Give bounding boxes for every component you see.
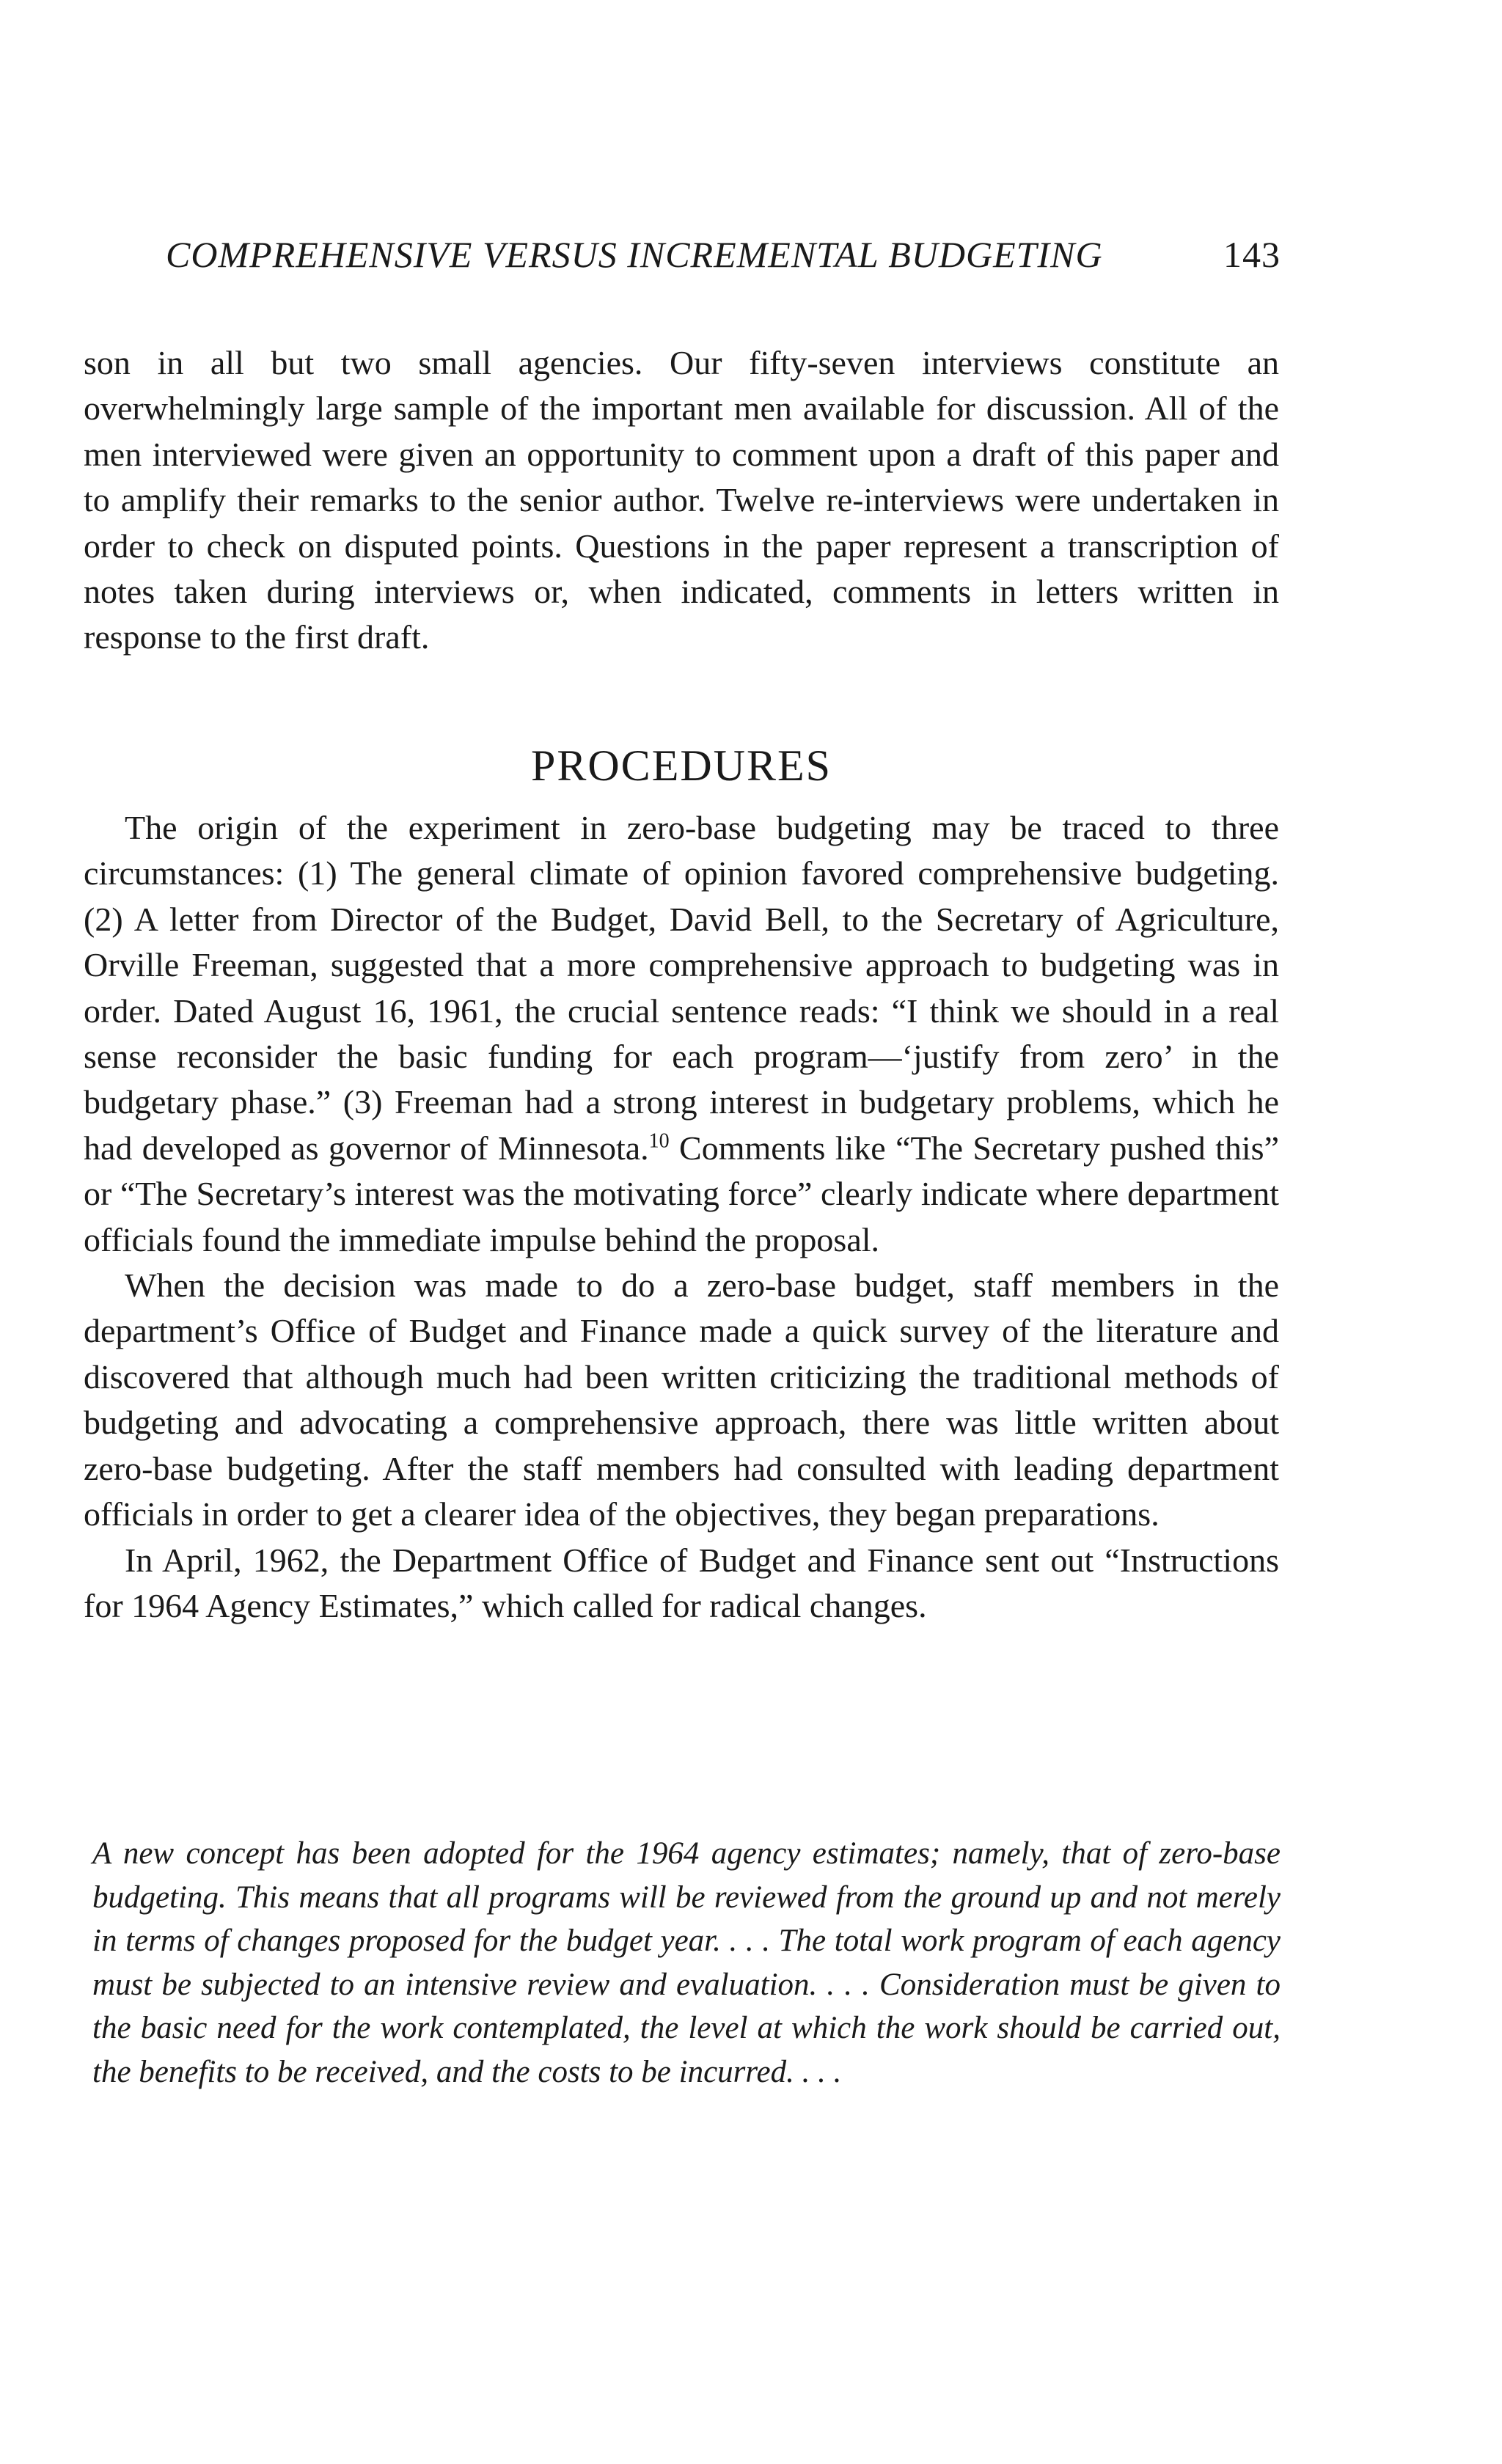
block-quote-text: A new concept has been adopted for the 1964 agency estimates; namely, that of zero-base budgeting. This means that all programs will be reviewed from the ground up and not merely in terms of changes proposed for the budget year. . . . The total work program of each agency must be subjected to an intensive review and evaluation. . . . Consideration must be given to the basic need for the work contemplated, the level at which the work should be carried out, the benefits to be received, and the costs to be incurred. . . . bbox=[92, 1836, 1281, 2089]
running-head-title: COMPREHENSIVE VERSUS INCREMENTAL BUDGETING bbox=[166, 234, 1103, 275]
paragraph-origin-tail: Comments like “The Secretary pushed this” or “The Secretary’s interest was the motivating force” clearly indicate where department officials found the immediate impulse behind the proposal. bbox=[84, 1129, 1279, 1258]
running-head bbox=[166, 233, 1281, 276]
paragraph-decision: When the decision was made to do a zero-base budget, staff members in the department’s Office of Budget and Finance made a quick survey of the literature and discovered that although much had been written criticizing the traditional methods of budgeting and advocating a comprehensive approach, there was little written about zero-base budgeting. After the staff members had consulted with leading department officials in order to get a clearer idea of the objectives, they began preparations. bbox=[84, 1266, 1279, 1533]
block-quote bbox=[92, 1832, 1281, 2094]
paragraph-instructions: In April, 1962, the Department Office of Budget and Finance sent out “Instructions for 1964 Agency Estimates,” which called for radical changes. bbox=[84, 1541, 1279, 1624]
procedures-section bbox=[84, 805, 1279, 1629]
page-number: 143 bbox=[1223, 234, 1281, 275]
paragraph-origin bbox=[84, 805, 1279, 1263]
paragraph-origin-text: The origin of the experiment in zero-base budgeting may be traced to three circumstances: (1) The general climate of opinion favored comprehensive budgeting. (2) A letter from Director of the Budget, David Bell, to the Secretary of Agriculture, Orville Freeman, suggested that a more comprehensive approach to budgeting was in order. Dated August 16, 1961, the crucial sentence reads: “I think we should in a real sense reconsider the basic funding for each program—‘justify from zero’ in the budgetary phase.” (3) Freeman had a strong interest in budgetary problems, which he had developed as governor of Minnesota. bbox=[84, 809, 1279, 1167]
paragraph-continued: son in all but two small agencies. Our fifty-seven interviews constitute an overwhelmingly large sample of the important men available for discussion. All of the men interviewed were given an opportunity to comment upon a draft of this paper and to amplify their remarks to the senior author. Twelve re-interviews were undertaken in order to check on disputed points. Questions in the paper represent a transcription of notes taken during interviews or, when indicated, comments in letters written in response to the first draft. bbox=[84, 344, 1279, 656]
section-heading: PROCEDURES bbox=[530, 741, 832, 790]
opening-paragraph-block bbox=[84, 340, 1279, 661]
footnote-reference: 10 bbox=[648, 1129, 670, 1153]
